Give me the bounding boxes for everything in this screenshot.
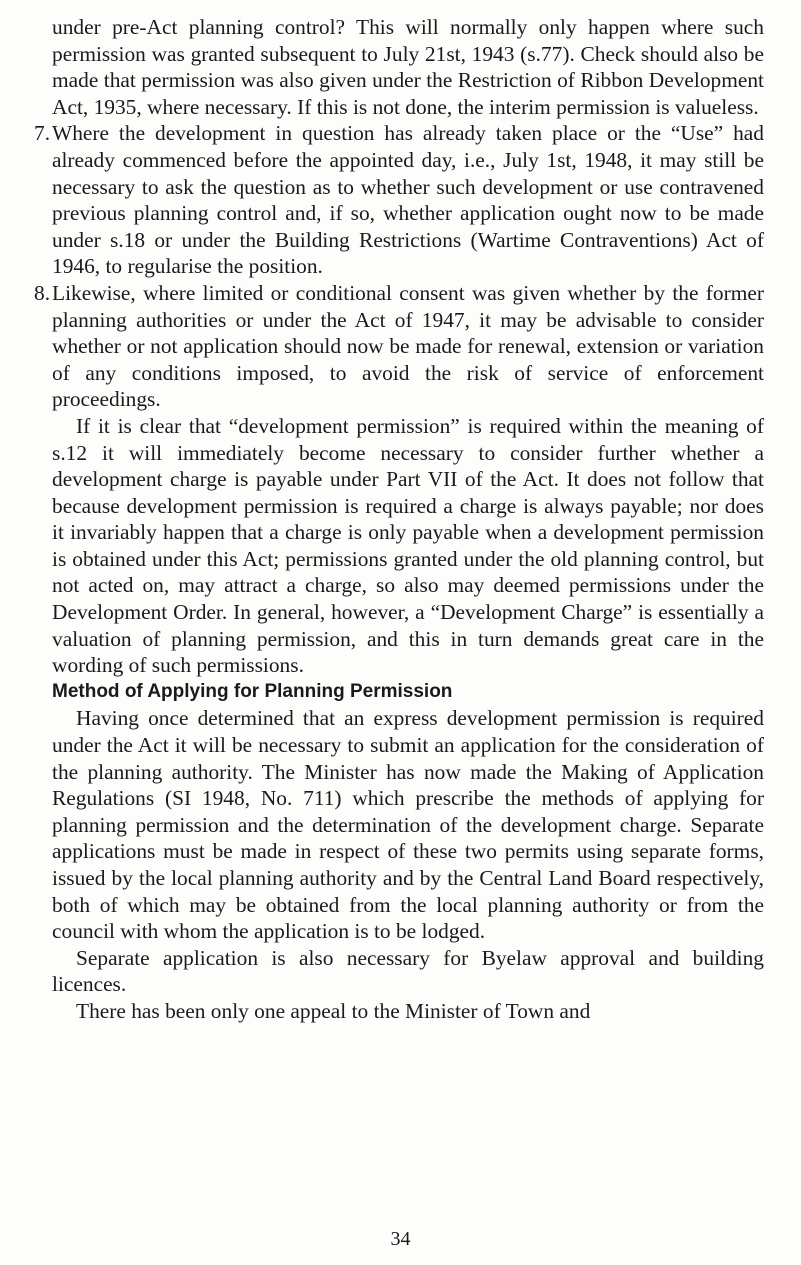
page-number: 34 <box>390 1228 411 1250</box>
list-number: 8. <box>34 280 51 305</box>
paragraph-method-2: Separate application is also necessary for Byelaw approval and building licences. <box>52 945 764 997</box>
paragraph-method-3: There has been only one appeal to the Minister of Town and <box>76 998 591 1023</box>
list-item-text: Where the development in question has already taken place or the “Use” had already commenced before the appointed day, i.e., July 1st, 1948, it may still be necessary to ask the question as to whether such development or use contravened previous planning control and, if so, whether application ought now to be made under s.18 or under the Building Restrictions (Wartime Contraventions) Act of 1946, to regularise the position. <box>52 121 764 279</box>
body-text <box>34 14 764 1025</box>
list-item-text: Likewise, where limited or conditional consent was given whether by the former planning authorities or under the Act of 1947, it may be advisable to consider whether or not application should now be made for renewal, extension or variation of any conditions imposed, to avoid the risk of service of enforcement proceedings. <box>52 280 764 412</box>
paragraph-continuation: under pre-Act planning control? This will normally only happen where such permission was granted subsequent to July 21st, 1943 (s.77). Check should also be made that permission was also given under the Restriction of Ribbon Development Act, 1935, where necessary. If this is not done, the interim permission is valueless. <box>52 15 764 119</box>
list-number: 7. <box>34 121 51 146</box>
section-heading: Method of Applying for Planning Permission <box>52 680 453 702</box>
paragraph-development-charge: If it is clear that “development permission” is required within the meaning of s.12 it will immediately become necessary to consider further whether a development charge is payable under Part VII of the Act. It does not follow that because development permission is required a charge is always payable; nor does it invariably happen that a charge is only payable when a development permission is obtained under this Act; permissions granted under the old planning control, but not acted on, may attract a charge, so also may deemed permissions under the Development Order. In general, however, a “Development Charge” is essentially a valuation of planning permission, and this in turn demands great care in the wording of such permissions. <box>52 413 764 678</box>
list-item-8 <box>34 280 764 413</box>
paragraph-method-1: Having once determined that an express development permission is required under the Act it will be necessary to submit an application for the consideration of the planning authority. The Minister has now made the Making of Application Regulations (SI 1948, No. 711) which prescribe the methods of applying for planning permission and the determination of the development charge. Separate applications must be made in respect of these two permits using separate forms, issued by the local planning authority and by the Central Land Board respectively, both of which may be obtained from the local planning authority or from the council with whom the application is to be lodged. <box>52 706 764 944</box>
list-item-7 <box>34 120 764 280</box>
